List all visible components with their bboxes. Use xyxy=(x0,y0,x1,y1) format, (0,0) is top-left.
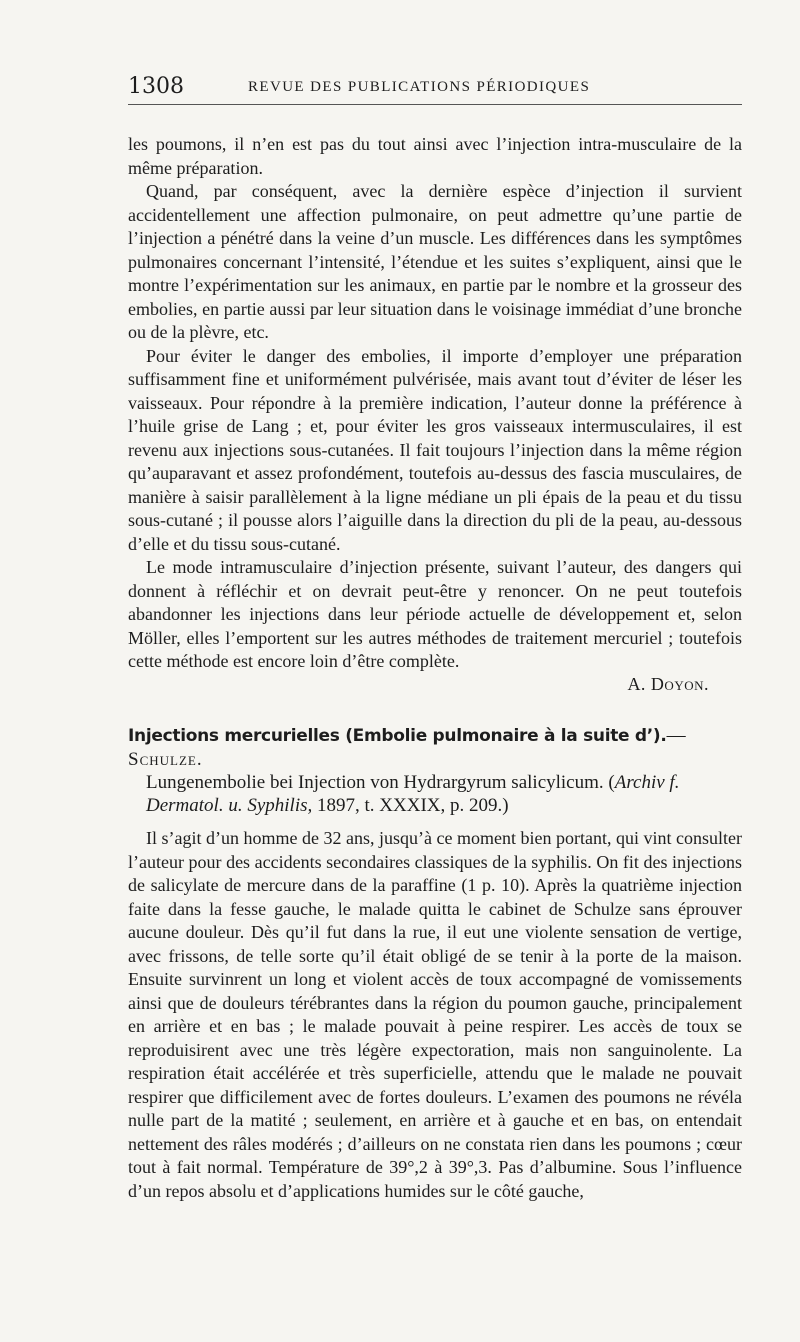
article-heading xyxy=(128,724,742,817)
article-body xyxy=(128,827,742,1203)
page-body xyxy=(128,133,742,1203)
journal-name: Archiv f. Dermatol. u. Syphilis, xyxy=(146,772,680,816)
subtitle-text: Lungenembolie bei Injection von Hydrargyrum salicylicum. ( xyxy=(146,772,615,793)
article-paragraph: Il s’agit d’un homme de 32 ans, jusqu’à ce moment bien portant, qui vint consulter l’auteur pour des accidents secondaires classiques de la syphilis. On fit des injections de salicylate de mercure dans de la paraffine (1 p. 10). Après la quatrième injection faite dans la fesse gauche, le malade quitta le cabinet de Schulze sans éprouver aucune douleur. Dès qu’il fut dans la rue, il eut une violente sensation de vertige, avec frissons, de telle sorte qu’il était obligé de se tenir à la porte de la maison. Ensuite survinrent un long et violent accès de toux accompagné de vomissements ainsi que de douleurs térébrantes dans la région du poumon gauche, principalement en arrière et en bas ; le malade pouvait à peine respirer. Les accès de toux se reproduisirent avec une très légère expectoration, mais non sanguinolente. La respiration était accélérée et très superficielle, attendu que le malade ne pouvait respirer que difficilement avec de fortes douleurs. L’examen des poumons ne révéla nulle part de la matité ; seulement, en arrière et à gauche et en bas, on entendait nettement des râles modérés ; d’ailleurs on ne constata rien dans les poumons ; cœur tout à fait normal. Température de 39°,2 à 39°,3. Pas d’albumine. Sous l’influence d’un repos absolu et d’applications humides sur le côté gauche, xyxy=(128,828,742,1201)
paragraph-1: les poumons, il n’en est pas du tout ainsi avec l’injection intra-musculaire de la même préparation. xyxy=(128,134,742,178)
reference-text: 1897, t. XXXIX, p. 209.) xyxy=(312,795,509,816)
paragraph-2: Quand, par conséquent, avec la dernière espèce d’injection il survient accidentellement une affection pulmonaire, on peut admettre qu’une partie de l’injection a pénétré dans la veine d’un muscle. Les différences dans les symptômes pulmonaires concernant l’intensité, l’étendue et les suites s’expliquent, ainsi que le montre l’expérimentation sur les animaux, en partie par le nombre et la grosseur des embolies, en partie aussi par leur situation dans le voisinage immédiat d’une bronche ou de la plèvre, etc. xyxy=(128,181,742,342)
article-subtitle xyxy=(146,771,742,817)
signature xyxy=(128,673,709,697)
paragraph-4: Le mode intramusculaire d’injection présente, suivant l’auteur, des dangers qui donnent à réfléchir et on devrait peut-être y renoncer. On ne peut toutefois abandonner les injections dans leur période actuelle de développement et, selon Möller, elles l’emportent sur les autres méthodes de traitement mercuriel ; toutefois cette méthode est encore loin d’être complète. xyxy=(128,557,742,671)
title-dash: — xyxy=(666,725,686,746)
page-header xyxy=(128,74,742,105)
running-head: REVUE DES PUBLICATIONS PÉRIODIQUES xyxy=(248,79,591,95)
article-title: Injections mercurielles (Embolie pulmonaire à la suite d’). xyxy=(128,726,667,746)
signature-name: A. Doyon. xyxy=(627,673,709,694)
page-number: 1308 xyxy=(128,74,184,99)
article-author: Schulze. xyxy=(128,749,203,770)
paragraph-3: Pour éviter le danger des embolies, il importe d’employer une préparation suffisamment fine et uniformément pulvérisée, mais avant tout d’éviter de léser les vaisseaux. Pour répondre à la première indication, l’auteur donne la préférence à l’huile grise de Lang ; et, pour éviter les gros vaisseaux intermusculaires, il est revenu aux injections sous-cutanées. Il fait toujours l’injection dans la même région qu’auparavant et assez profondément, toutefois au-dessus des fascia musculaires, de manière à saisir parallèlement à la ligne médiane un pli épais de la peau et du tissu sous-cutané ; il pousse alors l’aiguille dans la direction du pli de la peau, au-dessous d’elle et du tissu sous-cutané. xyxy=(128,345,742,554)
